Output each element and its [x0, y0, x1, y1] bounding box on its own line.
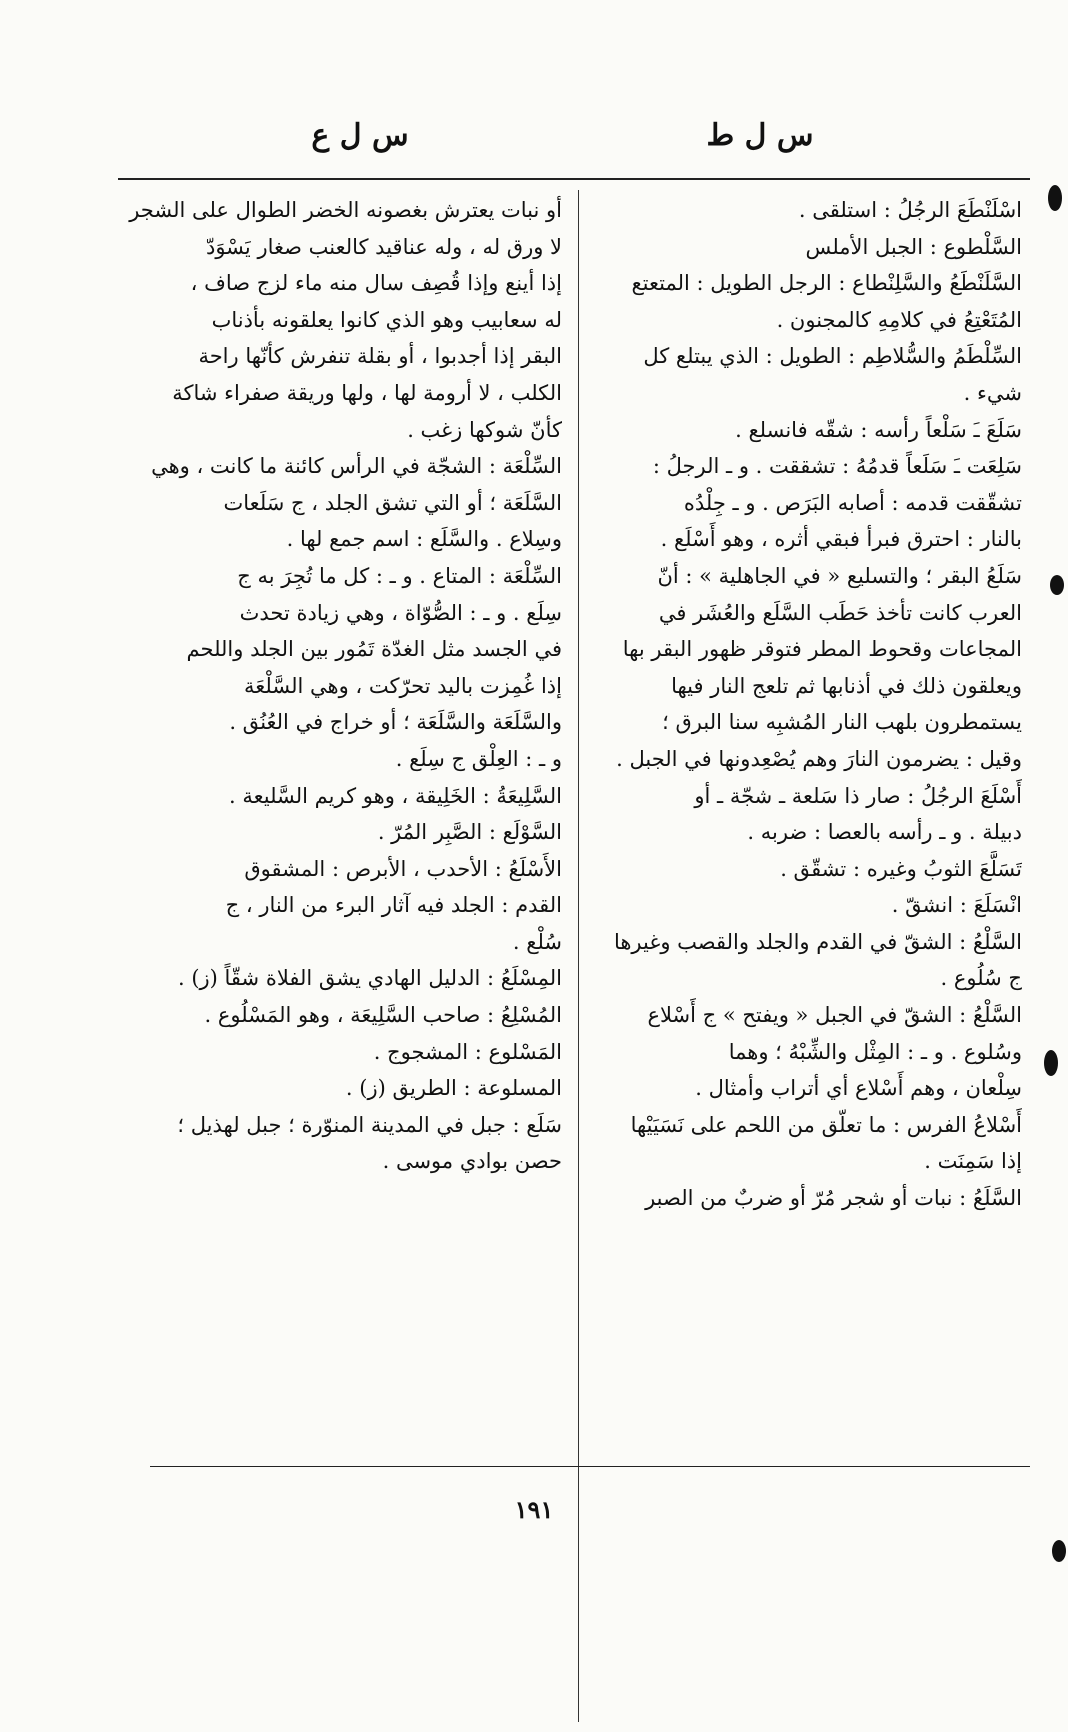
binding-mark-lower: [1044, 1050, 1058, 1076]
binding-mark-middle: [1050, 575, 1064, 595]
right-column-line: انْسَلَعَ : انشقّ .: [891, 893, 1022, 918]
left-column-line: له سعابيب وهو الذي كانوا يعلقونه بأذناب: [211, 307, 562, 332]
left-column-line: كأنّ شوكها زغب .: [407, 417, 562, 442]
left-column-line: السَّوْلَع : الصَّبِر المُرّ .: [377, 820, 562, 845]
right-column: [592, 192, 1022, 1732]
right-column-line: السِّلْطَمُ والسُّلاطِم : الطويل : الذي يبتلع كل: [643, 344, 1022, 369]
column-divider: [578, 190, 579, 1722]
right-column-line: سَلَعَ ـَ سَلْعاً رأسه : شقّه فانسلع .: [735, 417, 1022, 442]
right-column-line: السَّلْعُ : الشقّ في القدم والجلد والقصب وغيرها: [613, 929, 1022, 954]
footer-rule: [150, 1466, 1030, 1467]
left-column-line: و ـ : العِلْق ج سِلَع .: [395, 746, 562, 771]
right-column-line: السَّلْعُ : الشقّ في الجبل « ويفتح » ج أَسْلاع: [647, 1003, 1022, 1028]
binding-mark-top: [1048, 185, 1062, 211]
left-column-line: المسلوعة : الطريق (ز) .: [345, 1076, 562, 1101]
right-column-line: بالنار : احترق فبرأ فبقي أثره ، وهو أَسْلَع .: [660, 527, 1022, 552]
left-column-line: والسَّلَعَة والسَّلَعَة ؛ أو خراج في العُنُق .: [229, 710, 562, 735]
right-column-line: تشقّقت قدمه : أصابه البَرَص . و ـ جِلْدُه: [683, 490, 1022, 515]
left-column-line: الأَسْلَعُ : الأحدب ، الأبرص : المشقوق: [244, 856, 562, 881]
right-column-line: السَّلْطوع : الجبل الأملس: [805, 234, 1022, 259]
right-column-root-header: س ل ط: [706, 118, 814, 153]
left-column-line: وسِلاع . والسَّلَع : اسم جمع لها .: [286, 527, 562, 552]
right-column-line: تَسَلَّعَ الثوبُ وغيره : تشقّق .: [780, 856, 1022, 881]
right-column-line: دبيلة . و ـ رأسه بالعصا : ضربه .: [747, 820, 1022, 845]
left-column-line: إذا أينع وإذا قُصِف سال منه ماء لزج صاف ،: [190, 271, 562, 296]
right-column-line: السَّلَنْطَعُ والسَّلِنْطاع : الرجل الطويل : المتعتع: [631, 271, 1022, 296]
left-column-line: البقر إذا أجدبوا ، أو بقلة تنفرش كأنّها راحة: [198, 344, 562, 369]
right-column-line: سَلِعَت ـَ سَلَعاً قدمُهُ : تشققت . و ـ الرجلُ :: [652, 454, 1022, 479]
left-column-root-header: س ل ع: [311, 118, 409, 153]
right-column-line: المُتَعْتِعُ في كلامِهِ كالمجنون .: [776, 307, 1022, 332]
binding-mark-bottom: [1052, 1540, 1066, 1562]
right-column-line: وسُلوع . و ـ : المِثْل والشِّبْهُ ؛ وهما: [728, 1039, 1022, 1064]
right-column-line: شيء .: [963, 380, 1022, 405]
right-column-line: سِلْعان ، وهم أَسْلاع أي أتراب وأمثال .: [695, 1076, 1022, 1101]
right-column-line: ج سُلُوع .: [940, 966, 1022, 991]
right-column-line: يستمطرون بلهب النار المُشبِه سنا البرق ؛: [662, 710, 1022, 735]
left-column-line: سِلَع . و ـ : الصُّوّاة ، وهي زيادة تحدث: [239, 600, 562, 625]
left-column-line: المِسْلَعُ : الدليل الهادي يشق الفلاة شقّاً (ز) .: [177, 966, 562, 991]
right-column-line: أَسْلَعَ الرجُلُ : صار ذا سَلعة ـ شجّة ـ أو: [694, 783, 1022, 808]
header-rule: [118, 178, 1030, 180]
left-column-line: السَّلِيعَةُ : الخَلِيقة ، وهو كريم السَّليعة .: [229, 783, 562, 808]
left-column-line: سُلْع .: [512, 929, 562, 954]
right-column-line: اسْلَنْطَعَ الرجُلُ : استلقى .: [798, 198, 1022, 222]
left-column-line: السِّلْعَة : المتاع . و ـ : كل ما تُجِرَ به ج: [237, 563, 562, 588]
right-column-line: إذا سَمِنَت .: [924, 1149, 1022, 1174]
left-column-line: الكلب ، لا أرومة لها ، ولها وريقة صفراء شاكة: [172, 380, 562, 405]
left-column-line: سَلَع : جبل في المدينة المنوّرة ؛ جبل لهذيل ؛: [177, 1112, 562, 1137]
left-column-line: المَسْلوع : المشجوج .: [373, 1039, 562, 1064]
left-column-line: في الجسد مثل الغدّة تَمُور بين الجلد واللحم: [186, 637, 562, 662]
left-column-line: حصن بوادي موسى .: [382, 1149, 562, 1174]
left-column-line: لا ورق له ، وله عناقيد كالعنب صغار يَسْوَدّ: [205, 234, 562, 259]
left-column-line: السَّلَعَة ؛ أو التي تشق الجلد ، ج سَلَعات: [223, 490, 562, 515]
right-column-line: العرب كانت تأخذ حَطَب السَّلَع والعُشَر في: [658, 600, 1022, 625]
left-column-line: المُسْلِعُ : صاحب السَّلِيعَة ، وهو المَسْلُوع .: [204, 1003, 562, 1028]
right-column-line: أَسْلاعُ الفرس : ما تعلّق من اللحم على نَسَيَيْها: [630, 1112, 1022, 1137]
right-column-line: وقيل : يضرمون النارَ وهم يُصْعِدونها في الجبل .: [616, 746, 1022, 771]
left-column-line: أو نبات يعترش بغصونه الخضر الطوال على الشجر: [129, 198, 562, 222]
right-column-line: سَلَعُ البقر ؛ والتسليع « في الجاهلية » : أنّ: [657, 563, 1022, 588]
page-number: ١٩١: [514, 1495, 554, 1524]
left-column-line: إذا غُمِزت باليد تحرّكت ، وهي السَّلْعَة: [244, 673, 562, 698]
left-column-line: السِّلْعَة : الشجّة في الرأس كائنة ما كانت ، وهي: [151, 454, 562, 479]
right-column-line: السَّلَعُ : نبات أو شجر مُرّ أو ضربٌ من الصبر: [645, 1186, 1022, 1211]
right-column-line: المجاعات وقحوط المطر فتوقر ظهور البقر بها: [622, 637, 1022, 662]
left-column-line: القدم : الجلد فيه آثار البرء من النار ، ج: [225, 893, 562, 918]
right-column-line: ويعلقون ذلك في أذنابها ثم تلعج النار فيها: [671, 673, 1022, 698]
